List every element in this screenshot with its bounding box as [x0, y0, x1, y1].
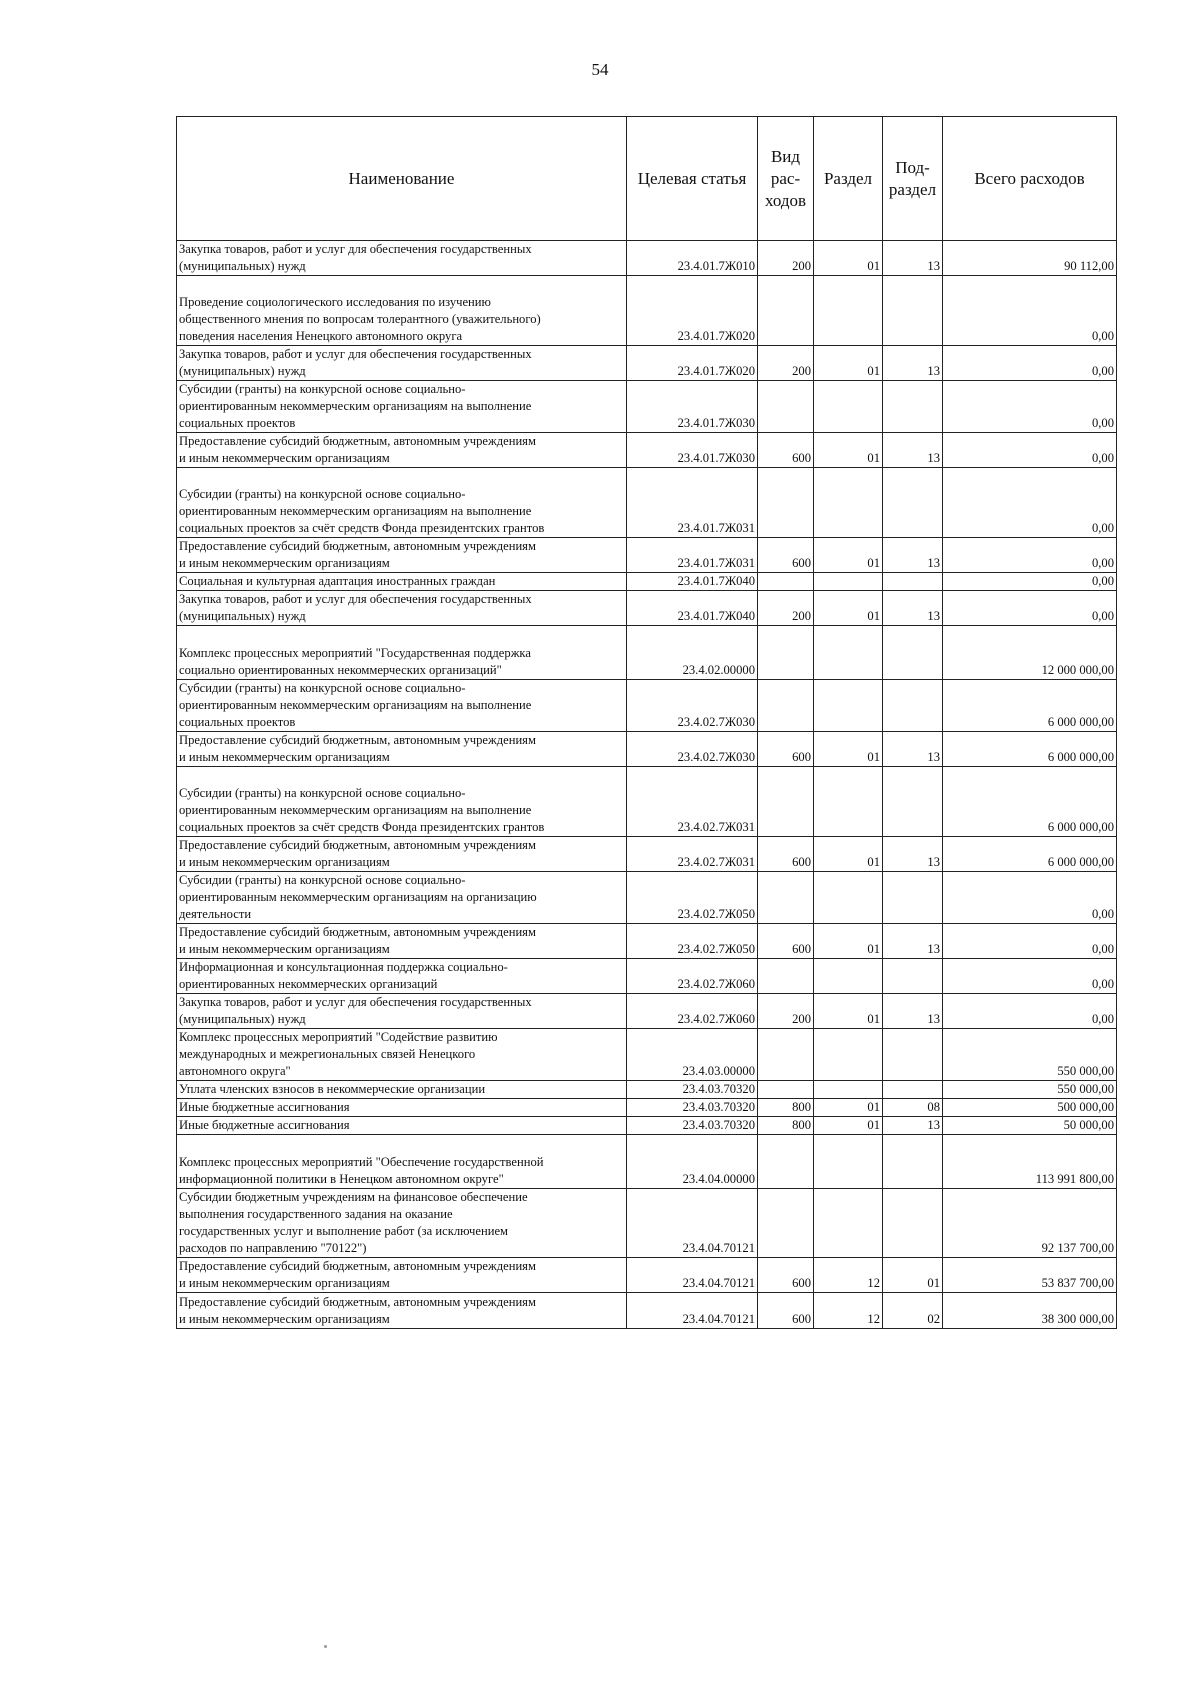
cell-vid	[758, 381, 814, 433]
table-row	[177, 1135, 1117, 1189]
cell-total: 12 000 000,00	[943, 626, 1117, 680]
cell-podrazdel	[883, 1029, 943, 1081]
cell-code: 23.4.02.7Ж031	[627, 837, 758, 872]
table-row	[177, 346, 1117, 381]
cell-podrazdel	[883, 767, 943, 837]
cell-total: 0,00	[943, 346, 1117, 381]
cell-razdel: 12	[814, 1258, 883, 1293]
cell-total: 0,00	[943, 468, 1117, 538]
table-row	[177, 1293, 1117, 1329]
cell-vid	[758, 1081, 814, 1099]
cell-code: 23.4.02.7Ж050	[627, 924, 758, 959]
cell-name: Комплекс процессных мероприятий "Обеспечение государственной информационной политики в Ненецком автономном округе"	[177, 1135, 627, 1189]
cell-podrazdel	[883, 959, 943, 994]
cell-podrazdel: 13	[883, 837, 943, 872]
cell-code: 23.4.01.7Ж031	[627, 538, 758, 573]
cell-podrazdel: 02	[883, 1293, 943, 1329]
cell-razdel: 01	[814, 1117, 883, 1135]
cell-razdel: 01	[814, 1099, 883, 1117]
table-row	[177, 468, 1117, 538]
cell-total: 53 837 700,00	[943, 1258, 1117, 1293]
cell-code: 23.4.01.7Ж040	[627, 591, 758, 626]
table-row	[177, 1081, 1117, 1099]
cell-podrazdel	[883, 872, 943, 924]
table-row	[177, 767, 1117, 837]
table-row	[177, 1029, 1117, 1081]
cell-vid: 200	[758, 591, 814, 626]
table-row	[177, 994, 1117, 1029]
cell-name: Иные бюджетные ассигнования	[177, 1099, 627, 1117]
cell-name: Предоставление субсидий бюджетным, автономным учреждениям и иным некоммерческим организациям	[177, 433, 627, 468]
table-row	[177, 538, 1117, 573]
cell-total: 0,00	[943, 538, 1117, 573]
table-row	[177, 1258, 1117, 1293]
cell-code: 23.4.02.7Ж030	[627, 732, 758, 767]
cell-code: 23.4.02.00000	[627, 626, 758, 680]
cell-name: Социальная и культурная адаптация иностранных граждан	[177, 573, 627, 591]
cell-vid: 600	[758, 837, 814, 872]
cell-total: 0,00	[943, 924, 1117, 959]
cell-name: Предоставление субсидий бюджетным, автономным учреждениям и иным некоммерческим организациям	[177, 538, 627, 573]
cell-total: 92 137 700,00	[943, 1189, 1117, 1258]
table-row	[177, 1117, 1117, 1135]
cell-total: 550 000,00	[943, 1029, 1117, 1081]
cell-total: 0,00	[943, 276, 1117, 346]
table-row	[177, 1189, 1117, 1258]
cell-vid	[758, 767, 814, 837]
header-code: Целевая статья	[627, 117, 758, 241]
cell-vid	[758, 626, 814, 680]
cell-vid	[758, 276, 814, 346]
cell-podrazdel: 13	[883, 346, 943, 381]
cell-razdel: 12	[814, 1293, 883, 1329]
cell-total: 6 000 000,00	[943, 680, 1117, 732]
cell-total: 0,00	[943, 573, 1117, 591]
cell-podrazdel: 13	[883, 538, 943, 573]
cell-name: Закупка товаров, работ и услуг для обеспечения государственных (муниципальных) нужд	[177, 241, 627, 276]
cell-name: Предоставление субсидий бюджетным, автономным учреждениям и иным некоммерческим организациям	[177, 1258, 627, 1293]
cell-vid: 200	[758, 346, 814, 381]
cell-razdel	[814, 276, 883, 346]
cell-razdel	[814, 1029, 883, 1081]
cell-total: 6 000 000,00	[943, 732, 1117, 767]
cell-podrazdel: 01	[883, 1258, 943, 1293]
cell-razdel: 01	[814, 732, 883, 767]
cell-code: 23.4.02.7Ж050	[627, 872, 758, 924]
cell-razdel	[814, 872, 883, 924]
cell-vid: 600	[758, 433, 814, 468]
cell-podrazdel	[883, 468, 943, 538]
cell-vid: 600	[758, 538, 814, 573]
cell-razdel: 01	[814, 994, 883, 1029]
cell-vid: 600	[758, 924, 814, 959]
cell-vid	[758, 573, 814, 591]
header-razdel: Раздел	[814, 117, 883, 241]
cell-total: 0,00	[943, 872, 1117, 924]
cell-code: 23.4.04.70121	[627, 1189, 758, 1258]
cell-name: Субсидии (гранты) на конкурсной основе социально- ориентированным некоммерческим организациям на выполнение социальных проектов	[177, 680, 627, 732]
cell-vid: 600	[758, 1293, 814, 1329]
cell-vid	[758, 468, 814, 538]
table-row	[177, 680, 1117, 732]
cell-name: Предоставление субсидий бюджетным, автономным учреждениям и иным некоммерческим организациям	[177, 732, 627, 767]
cell-total: 6 000 000,00	[943, 767, 1117, 837]
cell-name: Проведение социологического исследования по изучению общественного мнения по вопросам толерантного (уважительного) поведения населения Ненецкого автономного округа	[177, 276, 627, 346]
cell-podrazdel: 13	[883, 732, 943, 767]
cell-code: 23.4.01.7Ж010	[627, 241, 758, 276]
cell-podrazdel: 13	[883, 433, 943, 468]
cell-code: 23.4.03.00000	[627, 1029, 758, 1081]
cell-code: 23.4.02.7Ж060	[627, 959, 758, 994]
cell-name: Закупка товаров, работ и услуг для обеспечения государственных (муниципальных) нужд	[177, 346, 627, 381]
cell-razdel: 01	[814, 924, 883, 959]
cell-name: Закупка товаров, работ и услуг для обеспечения государственных (муниципальных) нужд	[177, 994, 627, 1029]
cell-razdel	[814, 1135, 883, 1189]
cell-podrazdel	[883, 573, 943, 591]
cell-vid: 600	[758, 732, 814, 767]
table-row	[177, 924, 1117, 959]
cell-total: 6 000 000,00	[943, 837, 1117, 872]
cell-code: 23.4.01.7Ж040	[627, 573, 758, 591]
cell-code: 23.4.04.70121	[627, 1258, 758, 1293]
cell-code: 23.4.01.7Ж020	[627, 346, 758, 381]
cell-razdel	[814, 1081, 883, 1099]
cell-razdel: 01	[814, 241, 883, 276]
budget-table	[176, 116, 1117, 1329]
cell-total: 50 000,00	[943, 1117, 1117, 1135]
table-row	[177, 626, 1117, 680]
cell-name: Предоставление субсидий бюджетным, автономным учреждениям и иным некоммерческим организациям	[177, 924, 627, 959]
scan-speck	[324, 1645, 327, 1648]
cell-vid	[758, 1189, 814, 1258]
cell-podrazdel: 13	[883, 924, 943, 959]
cell-total: 90 112,00	[943, 241, 1117, 276]
cell-name: Субсидии (гранты) на конкурсной основе социально- ориентированным некоммерческим организациям на выполнение социальных проектов за счёт средств Фонда президентских грантов	[177, 767, 627, 837]
cell-razdel	[814, 381, 883, 433]
cell-total: 0,00	[943, 433, 1117, 468]
cell-podrazdel	[883, 1189, 943, 1258]
cell-razdel	[814, 959, 883, 994]
cell-podrazdel: 13	[883, 1117, 943, 1135]
cell-code: 23.4.04.00000	[627, 1135, 758, 1189]
cell-code: 23.4.01.7Ж030	[627, 381, 758, 433]
table-row	[177, 959, 1117, 994]
table-row	[177, 241, 1117, 276]
header-podrazdel: Под-раздел	[883, 117, 943, 241]
table-row	[177, 276, 1117, 346]
cell-vid: 200	[758, 241, 814, 276]
table-header-row	[177, 117, 1117, 241]
cell-razdel	[814, 573, 883, 591]
cell-podrazdel: 13	[883, 241, 943, 276]
cell-total: 500 000,00	[943, 1099, 1117, 1117]
cell-name: Субсидии (гранты) на конкурсной основе социально- ориентированным некоммерческим организациям на организацию деятельности	[177, 872, 627, 924]
cell-code: 23.4.02.7Ж030	[627, 680, 758, 732]
table-row	[177, 573, 1117, 591]
cell-total: 550 000,00	[943, 1081, 1117, 1099]
cell-razdel: 01	[814, 346, 883, 381]
cell-total: 0,00	[943, 381, 1117, 433]
cell-podrazdel	[883, 626, 943, 680]
page-number: 54	[591, 60, 609, 79]
cell-razdel	[814, 626, 883, 680]
cell-vid: 800	[758, 1117, 814, 1135]
table-row	[177, 1099, 1117, 1117]
header-name: Наименование	[177, 117, 627, 241]
cell-name: Предоставление субсидий бюджетным, автономным учреждениям и иным некоммерческим организациям	[177, 837, 627, 872]
table-row	[177, 591, 1117, 626]
cell-razdel: 01	[814, 433, 883, 468]
cell-code: 23.4.01.7Ж031	[627, 468, 758, 538]
cell-podrazdel	[883, 276, 943, 346]
cell-vid: 200	[758, 994, 814, 1029]
cell-razdel: 01	[814, 837, 883, 872]
cell-total: 0,00	[943, 591, 1117, 626]
cell-name: Комплекс процессных мероприятий "Государственная поддержка социально ориентированных некоммерческих организаций"	[177, 626, 627, 680]
cell-name: Информационная и консультационная поддержка социально- ориентированных некоммерческих организаций	[177, 959, 627, 994]
cell-code: 23.4.02.7Ж060	[627, 994, 758, 1029]
cell-code: 23.4.04.70121	[627, 1293, 758, 1329]
cell-vid: 600	[758, 1258, 814, 1293]
header-total: Всего расходов	[943, 117, 1117, 241]
cell-podrazdel: 08	[883, 1099, 943, 1117]
cell-code: 23.4.01.7Ж020	[627, 276, 758, 346]
cell-razdel	[814, 1189, 883, 1258]
cell-vid	[758, 1029, 814, 1081]
cell-podrazdel	[883, 1081, 943, 1099]
cell-podrazdel	[883, 1135, 943, 1189]
cell-code: 23.4.03.70320	[627, 1099, 758, 1117]
table-row	[177, 732, 1117, 767]
cell-name: Предоставление субсидий бюджетным, автономным учреждениям и иным некоммерческим организациям	[177, 1293, 627, 1329]
cell-razdel	[814, 767, 883, 837]
cell-total: 113 991 800,00	[943, 1135, 1117, 1189]
cell-name: Закупка товаров, работ и услуг для обеспечения государственных (муниципальных) нужд	[177, 591, 627, 626]
cell-podrazdel: 13	[883, 994, 943, 1029]
cell-total: 0,00	[943, 994, 1117, 1029]
cell-name: Иные бюджетные ассигнования	[177, 1117, 627, 1135]
table-row	[177, 433, 1117, 468]
cell-total: 38 300 000,00	[943, 1293, 1117, 1329]
table-row	[177, 837, 1117, 872]
cell-vid: 800	[758, 1099, 814, 1117]
cell-vid	[758, 872, 814, 924]
cell-total: 0,00	[943, 959, 1117, 994]
cell-name: Субсидии (гранты) на конкурсной основе социально- ориентированным некоммерческим организациям на выполнение социальных проектов за счёт средств Фонда президентских грантов	[177, 468, 627, 538]
cell-razdel: 01	[814, 538, 883, 573]
cell-code: 23.4.03.70320	[627, 1081, 758, 1099]
cell-podrazdel	[883, 381, 943, 433]
cell-code: 23.4.01.7Ж030	[627, 433, 758, 468]
cell-vid	[758, 680, 814, 732]
cell-razdel	[814, 680, 883, 732]
cell-code: 23.4.02.7Ж031	[627, 767, 758, 837]
cell-razdel	[814, 468, 883, 538]
cell-code: 23.4.03.70320	[627, 1117, 758, 1135]
header-vid: Вид рас-ходов	[758, 117, 814, 241]
cell-name: Субсидии (гранты) на конкурсной основе социально- ориентированным некоммерческим организациям на выполнение социальных проектов	[177, 381, 627, 433]
cell-name: Уплата членских взносов в некоммерческие организации	[177, 1081, 627, 1099]
table-row	[177, 381, 1117, 433]
table-row	[177, 872, 1117, 924]
cell-razdel: 01	[814, 591, 883, 626]
cell-name: Субсидии бюджетным учреждениям на финансовое обеспечение выполнения государственного задания на оказание государственных услуг и выполнение работ (за исключением расходов по направлению "70122")	[177, 1189, 627, 1258]
cell-podrazdel: 13	[883, 591, 943, 626]
cell-name: Комплекс процессных мероприятий "Содействие развитию международных и межрегиональных связей Ненецкого автономного округа"	[177, 1029, 627, 1081]
cell-vid	[758, 1135, 814, 1189]
cell-vid	[758, 959, 814, 994]
cell-podrazdel	[883, 680, 943, 732]
